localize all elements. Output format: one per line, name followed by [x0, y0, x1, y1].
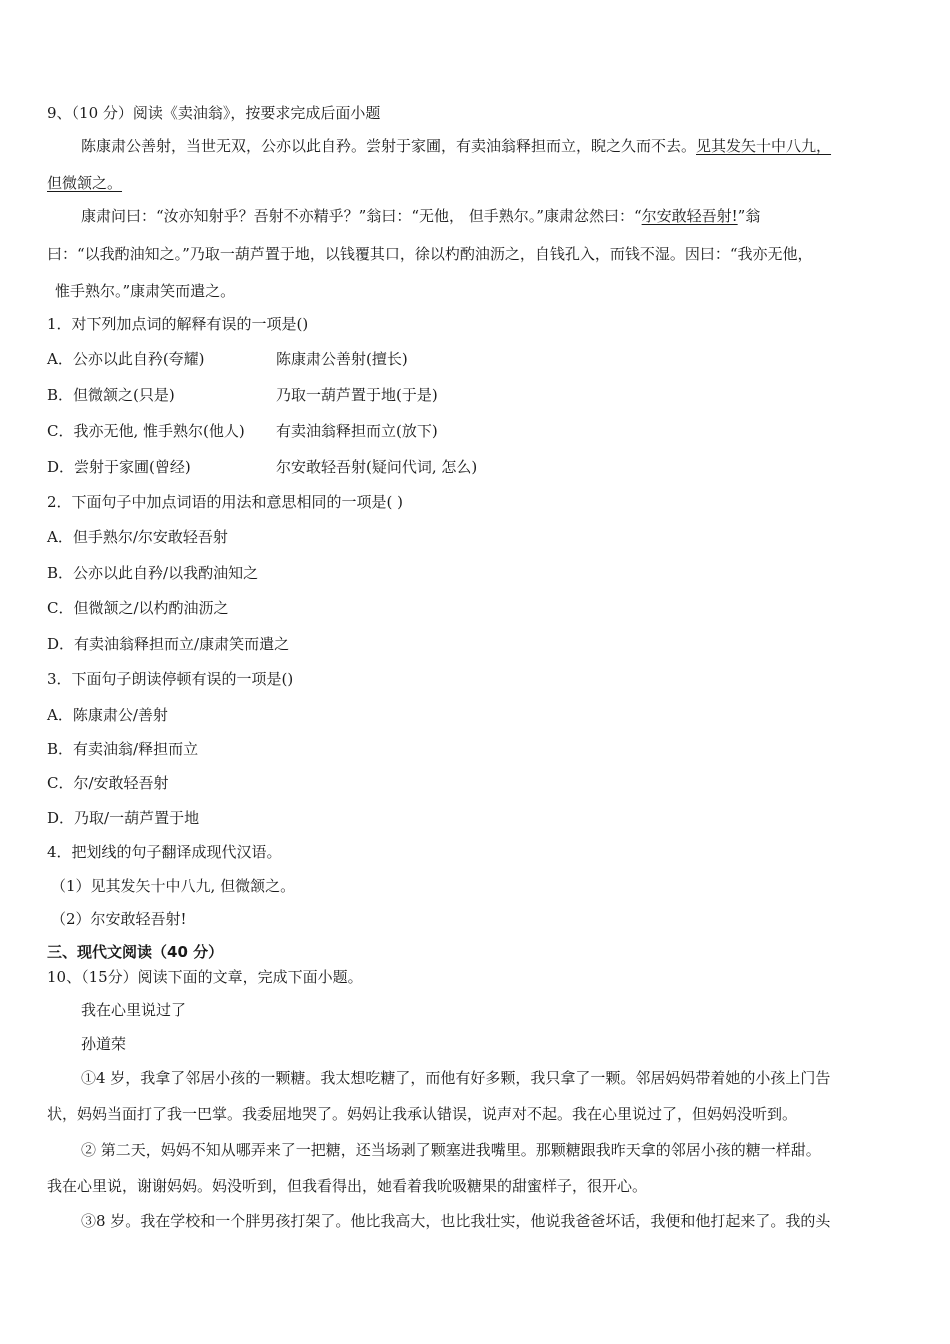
article-paragraph-2-line2: 我在心里说，谢谢妈妈。妈没听到，但我看得出，她看着我吮吸糖果的甜蜜样子，很开心。 [47, 1177, 648, 1195]
sub3-option-d: D．乃取/一葫芦置于地 [47, 809, 200, 827]
q9-passage-line4: 曰：“以我酌油知之。”乃取一葫芦置于地，以钱覆其口，徐以杓酌油沥之，自钱孔入，而钱不湿。因曰：“我亦无他， [47, 245, 813, 263]
sub2-option-c: C．但微颔之/以杓酌油沥之 [47, 599, 229, 617]
q9-passage-line5: 惟手熟尔。”康肃笑而遣之。 [55, 282, 236, 300]
underlined-sentence-1a: 见其发矢十中八九， [696, 137, 832, 155]
underlined-sentence-1b: 但微颔之。 [47, 174, 123, 192]
article-title: 我在心里说过了 [81, 1001, 187, 1019]
q9-header: 9、（10 分）阅读《卖油翁》，按要求完成后面小题 [47, 104, 381, 122]
q9-passage-line3 [81, 206, 760, 226]
q10-header: 10、（15分）阅读下面的文章，完成下面小题。 [47, 968, 363, 986]
underlined-sentence-2: 尔安敢轻吾射! [641, 207, 738, 225]
sub1-stem: 1．对下列加点词的解释有误的一项是() [47, 315, 309, 333]
passage-text: 康肃问曰：“汝亦知射乎？吾射不亦精乎？”翁曰：“无他， 但手熟尔。”康肃忿然曰：“ [81, 207, 642, 225]
sub4-item-2: （2）尔安敢轻吾射! [51, 910, 187, 928]
sub3-stem: 3．下面句子朗读停顿有误的一项是() [47, 670, 294, 688]
passage-text: ”翁 [737, 207, 761, 225]
sub1-option-c [47, 421, 927, 441]
article-paragraph-3-line1: ③8 岁。我在学校和一个胖男孩打架了。他比我高大，也比我壮实，他说我爸爸坏话，我便和他打起来了。我的头 [81, 1212, 831, 1230]
article-paragraph-1-line1: ①4 岁，我拿了邻居小孩的一颗糖。我太想吃糖了，而他有好多颗，我只拿了一颗。邻居妈妈带着她的小孩上门告 [81, 1069, 831, 1087]
q9-passage-line1 [81, 136, 831, 156]
sub2-stem: 2．下面句子中加点词语的用法和意思相同的一项是( ) [47, 493, 404, 511]
sub3-option-b: B．有卖油翁/释担而立 [47, 740, 199, 758]
passage-text: 陈康肃公善射，当世无双，公亦以此自矜。尝射于家圃，有卖油翁释担而立，睨之久而不去。 [81, 137, 697, 155]
sub3-option-a: A．陈康肃公/善射 [47, 706, 168, 724]
sub1-option-a [47, 349, 927, 369]
sub1-option-d [47, 457, 927, 477]
article-author: 孙道荣 [81, 1035, 127, 1053]
option-right: 陈康肃公善射(擅长) [276, 350, 408, 368]
option-left: B．但微颔之(只是) [47, 386, 175, 404]
option-left: A．公亦以此自矜(夸耀) [47, 350, 205, 368]
option-right: 尔安敢轻吾射(疑问代词, 怎么) [276, 458, 478, 476]
article-paragraph-1-line2: 状，妈妈当面打了我一巴掌。我委屈地哭了。妈妈让我承认错误，说声对不起。我在心里说过了，但妈妈没听到。 [47, 1105, 798, 1123]
section-heading: 三、现代文阅读（40 分） [47, 943, 224, 961]
option-right: 有卖油翁释担而立(放下) [276, 422, 438, 440]
sub4-stem: 4．把划线的句子翻译成现代汉语。 [47, 843, 282, 861]
sub2-option-a: A．但手熟尔/尔安敢轻吾射 [47, 528, 228, 546]
option-right: 乃取一葫芦置于地(于是) [276, 386, 438, 404]
sub3-option-c: C．尔/安敢轻吾射 [47, 774, 169, 792]
option-left: C．我亦无他, 惟手熟尔(他人) [47, 422, 245, 440]
article-paragraph-2-line1: ② 第二天，妈妈不知从哪弄来了一把糖，还当场剥了颗塞进我嘴里。那颗糖跟我昨天拿的邻居小孩的糖一样甜。 [81, 1141, 821, 1159]
sub4-item-1: （1）见其发矢十中八九, 但微颔之。 [51, 877, 296, 895]
sub1-option-b [47, 385, 927, 405]
option-left: D．尝射于家圃(曾经) [47, 458, 191, 476]
sub2-option-b: B．公亦以此自矜/以我酌油知之 [47, 564, 259, 582]
sub2-option-d: D．有卖油翁释担而立/康肃笑而遣之 [47, 635, 290, 653]
